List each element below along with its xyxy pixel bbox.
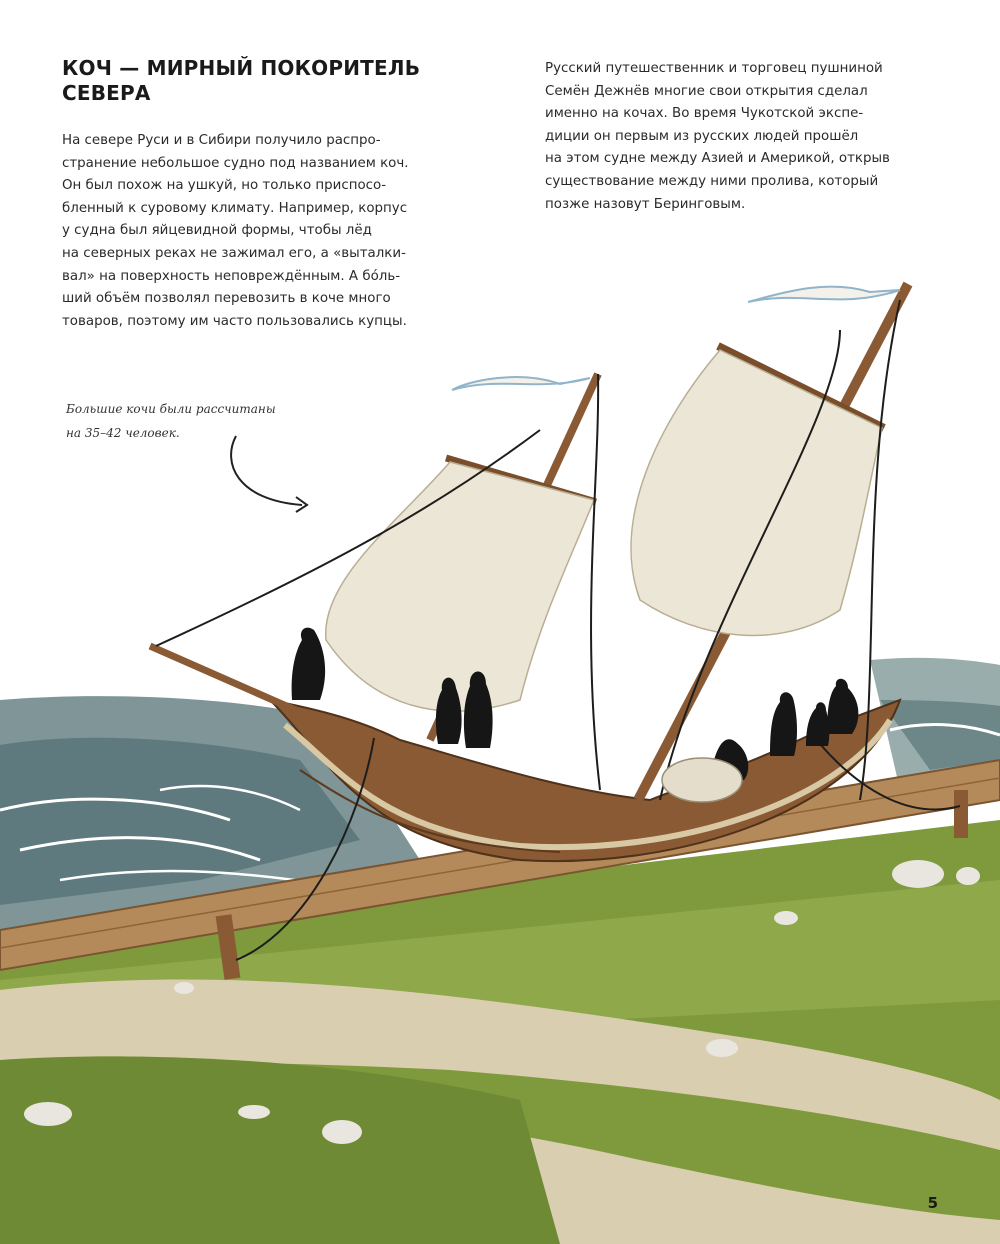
text-line: товаров, поэтому им часто пользовались купцы.	[62, 313, 407, 329]
text-line: позже назовут Беринговым.	[545, 196, 746, 212]
text-line: вал» на поверхность неповреждённым. А бо́ль-	[62, 268, 401, 284]
flag-main	[748, 287, 900, 302]
title-line: КОЧ — МИРНЫЙ ПОКОРИТЕЛЬ	[62, 56, 421, 80]
stone	[774, 911, 798, 925]
stone	[322, 1120, 362, 1144]
note-line: на 35–42 человек.	[66, 426, 180, 440]
flag-front	[452, 377, 590, 390]
stone	[706, 1039, 738, 1057]
text-line: именно на кочах. Во время Чукотской экспе-	[545, 106, 864, 122]
text-line: Он был похож на ушкуй, но только приспосо-	[62, 178, 387, 194]
text-line: странение небольшое судно под названием коч.	[62, 155, 409, 171]
text-line: На севере Руси и в Сибири получило распро-	[62, 133, 381, 148]
title-line: СЕВЕРА	[62, 81, 151, 105]
sail-main	[631, 350, 882, 635]
cargo-bale	[662, 758, 742, 802]
page-number: 5	[927, 1194, 938, 1212]
page-title	[62, 56, 482, 106]
text-line: Семён Дежнёв многие свои открытия сделал	[545, 83, 868, 99]
mooring-post	[954, 790, 968, 838]
koch-ship-illustration	[0, 270, 1000, 1244]
text-line: ший объём позволял перевозить в коче много	[62, 291, 391, 307]
text-line: на северных реках не зажимал его, а «выталки-	[62, 245, 406, 261]
text-line: Русский путешественник и торговец пушниной	[545, 61, 883, 76]
note-arrow-icon	[231, 436, 302, 505]
paragraph-right	[545, 58, 955, 216]
stone	[892, 860, 944, 888]
text-line: у судна был яйцевидной формы, чтобы лёд	[62, 223, 372, 239]
text-line: бленный к суровому климату. Например, корпус	[62, 200, 408, 216]
stone	[24, 1102, 72, 1126]
text-line: на этом судне между Азией и Америкой, открыв	[545, 151, 890, 167]
sail-front	[326, 462, 594, 711]
stone	[238, 1105, 270, 1119]
stone	[956, 867, 980, 885]
note-line: Большие кочи были рассчитаны	[66, 402, 276, 416]
text-line: диции он первым из русских людей прошёл	[545, 128, 859, 144]
stone	[174, 982, 194, 994]
text-line: существование между ними пролива, который	[545, 173, 879, 189]
